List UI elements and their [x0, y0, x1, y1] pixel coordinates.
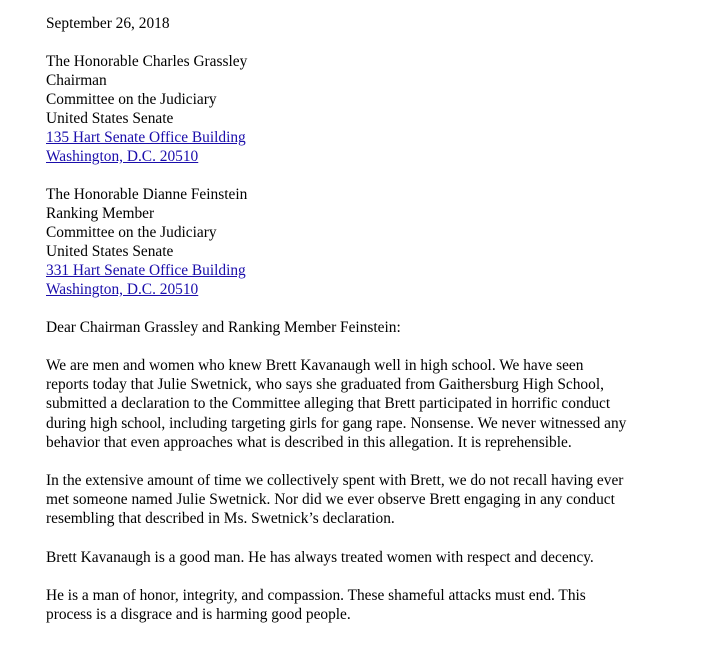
body-paragraph-2: [46, 471, 706, 529]
recipient-city-link[interactable]: Washington, D.C. 20510: [46, 281, 199, 298]
paragraph-line: He is a man of honor, integrity, and compassion. These shameful attacks must end. This: [46, 586, 586, 604]
paragraph-line: process is a disgrace and is harming good people.: [46, 606, 351, 624]
paragraph-line: resembling that described in Ms. Swetnick’s declaration.: [46, 510, 395, 528]
body-paragraph-4: [46, 586, 706, 624]
recipient-committee: Committee on the Judiciary: [46, 224, 217, 241]
letter-page: [46, 14, 706, 643]
recipient-address-link[interactable]: 331 Hart Senate Office Building: [46, 262, 246, 279]
paragraph-line: Brett Kavanaugh is a good man. He has always treated women with respect and decency.: [46, 548, 594, 566]
paragraph-line: behavior that even approaches what is described in this allegation. It is reprehensible.: [46, 433, 572, 451]
body-paragraph-3: [46, 548, 706, 567]
recipient-title: Ranking Member: [46, 205, 155, 222]
letter-date: September 26, 2018: [46, 15, 170, 32]
paragraph-line: We are men and women who knew Brett Kavanaugh well in high school. We have seen: [46, 357, 584, 374]
paragraph-line: reports today that Julie Swetnick, who says she graduated from Gaithersburg High School,: [46, 376, 604, 394]
recipient-address-link[interactable]: 135 Hart Senate Office Building: [46, 129, 246, 146]
body-paragraph-1: [46, 356, 706, 452]
recipient-name: The Honorable Charles Grassley: [46, 53, 248, 70]
paragraph-line: In the extensive amount of time we collectively spent with Brett, we do not recall having ever: [46, 472, 624, 490]
paragraph-line: during high school, including targeting girls for gang rape. Nonsense. We never witnessed any: [46, 414, 627, 432]
recipient-block-grassley: [46, 52, 706, 166]
recipient-body: United States Senate: [46, 243, 174, 260]
recipient-title: Chairman: [46, 72, 107, 89]
recipient-block-feinstein: [46, 185, 706, 299]
paragraph-line: submitted a declaration to the Committee alleging that Brett participated in horrific conduct: [46, 395, 611, 413]
recipient-name: The Honorable Dianne Feinstein: [46, 186, 248, 203]
paragraph-line: met someone named Julie Swetnick. Nor did we ever observe Brett engaging in any conduct: [46, 491, 615, 509]
recipient-city-link[interactable]: Washington, D.C. 20510: [46, 148, 199, 165]
letter-salutation: Dear Chairman Grassley and Ranking Member Feinstein:: [46, 319, 401, 336]
recipient-body: United States Senate: [46, 110, 174, 127]
recipient-committee: Committee on the Judiciary: [46, 91, 217, 108]
